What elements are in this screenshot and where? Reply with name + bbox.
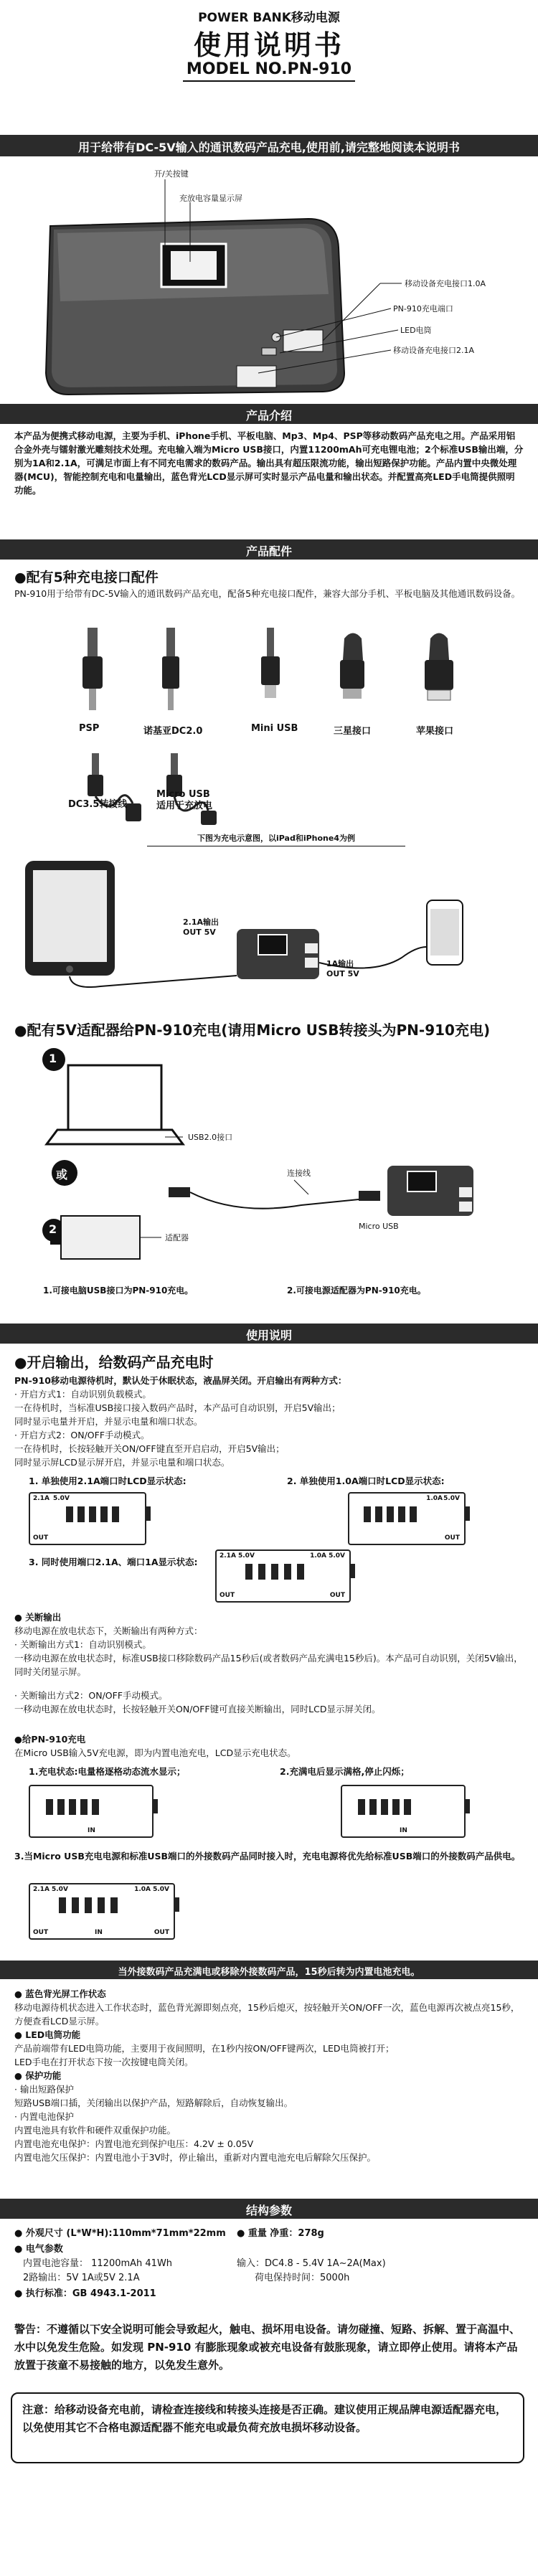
lcd-out-label: OUT [154,1929,169,1936]
power-switch-label: 开/关按键 [154,169,189,179]
usage-bar [0,1324,538,1344]
lcd-out-label: OUT [33,1534,49,1542]
warning-text: 警告：不遵循以下安全说明可能会导致起火，触电、损坏用电设备。请勿碰撞、短路、拆解、置于高温中、水中以免发生危险。如发现 PN-910 有膨胀现象或被充电设备有鼓胀现象，请立即停止使用。请将本产品放置于孩童不易接触的地方，以免发生意外。 [14,2323,521,2372]
extra-line: ● 蓝色背光屏工作状态 [14,1988,106,1999]
adapter-illustration [0,1044,538,1280]
extra-line: ● LED电筒功能 [14,2029,81,2040]
notice-box [11,2392,524,2463]
micro-usb-label: Micro USB [359,1222,399,1231]
extra-line: 短路USB端口插，关闭输出以保护产品，短路解除后，自动恢复输出。 [14,2098,293,2108]
lcd-out-label: OUT [444,1534,460,1542]
powerbank-small-icon [237,929,319,979]
mini-usb-icon [261,628,280,698]
lcd-single-10 [348,1492,466,1545]
accessories-bar [0,539,538,560]
lcd-50-label: 5.0V [153,1886,169,1893]
accessories-body: PN-910用于给带有DC-5V输入的通讯数码产品充电，配备5种充电接口配件，兼容大部分手机、平板电脑及其他通讯数码设备。 [14,588,521,599]
cable-icons [0,750,538,829]
connector-row-2 [0,750,538,829]
usage-line: 一在待机时，当标准USB接口接入数码产品时，本产品可自动识别，开启5V输出； [14,1402,341,1413]
led-label: LED电筒 [400,326,432,335]
lcd-21-label: 2.1A [33,1495,49,1502]
charging-diagram-caption: 下图为充电示意图，以iPad和iPhone4为例 [147,832,405,846]
lcd-label: 充放电容量显示屏 [179,194,242,203]
charging-diagram [0,850,538,994]
laptop-icon [47,1065,183,1144]
usage-title: 使用说明 [245,1329,292,1342]
lcd-21-label: 2.1A [33,1886,49,1893]
single-10-label: 2. 单独使用1.0A端口时LCD显示状态: [287,1476,445,1486]
extra-line: 移动电源待机状态进入工作状态时，蓝色背光源即刻点亮，15秒后熄灭，按轻触开关ON/OFF一次，蓝色电源再次被点亮15秒，方便查看LCD显示屏。 [14,2002,520,2027]
lcd-10-label: 1.0A [134,1886,151,1893]
phone-icon [427,900,463,965]
lcd-in-label: IN [88,1827,95,1834]
spec-cycles: 荷电保持时间：5000h [255,2273,350,2283]
spec-output: 2路输出：5V 1A或5V 2.1A [23,2273,140,2283]
usage-line: · 开启方式2：ON/OFF手动模式。 [14,1430,150,1440]
subtitle-bar [0,135,538,156]
single-21-label: 1. 单独使用2.1A端口时LCD显示状态: [29,1476,187,1486]
usage-lines [14,1374,524,1469]
accessory-dc35: DC3.5转接线 [68,799,128,810]
extra-line: · 输出短路保护 [14,2084,74,2095]
model-number: MODEL NO.PN-910 [186,60,352,78]
usb-port-label: USB2.0接口 [188,1133,233,1142]
connector-row-1 [0,624,538,725]
dc35-cable-icon [88,753,141,821]
note-bar [0,1961,538,1979]
note-bar-text: 当外接数码产品充满电或移除外接数码产品，15秒后转为内置电池充电。 [118,1967,420,1978]
accessory-nokia: 诺基亚DC2.0 [143,726,203,737]
off-line: · 关断输出方式1：自动识别模式。 [14,1639,151,1650]
usage-line: 一在待机时，长按轻触开关ON/OFF键直至开启启动，开启5V输出； [14,1443,285,1454]
lcd-50-label: 5.0V [329,1552,345,1560]
lcd-out-label: OUT [329,1592,345,1599]
output-10-label: 1A输出 OUT 5V [326,959,359,978]
intro-bar [0,404,538,424]
step-number-1: 1 [49,1052,57,1065]
specs-title: 结构参数 [245,2204,292,2217]
lcd-out-label: OUT [220,1592,235,1599]
lcd-full [341,1785,466,1838]
usage-line: 同时显示电量并开启，并显示电量和端口状态。 [14,1416,203,1427]
extra-line: LED手电在打开状态下按一次按键电筒关闭。 [14,2057,194,2067]
accessory-samsung: 三星接口 [334,726,372,737]
extra-line: 内置电池充电保护：内置电池充到保护电压：4.2V ± 0.05V [14,2138,254,2149]
powerbank-adapter-icon [387,1166,473,1216]
charge-heading: ●给PN-910充电 [14,1734,86,1745]
adapter-heading: ●配有5V适配器给PN-910充电(请用Micro USB转接头为PN-910充电) [14,1022,491,1039]
lcd-21-label: 2.1A [220,1552,236,1560]
spec-size: ● 外观尺寸 (L*W*H):110mm*71mm*22mm [14,2228,226,2239]
intro-body: 本产品为便携式移动电源，主要为手机、iPhone手机、平板电脑、Mp3、Mp4、PSP等移动数码产品充电之用。产品采用铝合金外壳与镭射激光雕刻技术处理。充电输入端为Micro USB接口，内置11200mAh可充电锂电池；2个标准USB输出端，分别为1A和2.1A，可满足市面上有不同充电需求的数码产品。输出具有超压限流功能，输出短路保护功能。产品内置中央微处理器(MCU)，智能控制充电和电量输出，蓝色背光LCD显示屏可实时显示产品电量和输出状态。并配置高亮LED手电筒提供照明功能。 [14,430,524,496]
cable-label: 连接线 [287,1169,311,1178]
adapter-diagram [0,1044,538,1280]
mobile-port2-label: 移动设备充电接口2.1A [393,346,475,355]
lcd-in-label: IN [400,1827,407,1834]
intro-title: 产品介绍 [245,409,292,423]
tablet-icon [25,861,115,976]
extra-line: 内置电池具有软件和硬件双重保护功能。 [14,2125,176,2136]
brand: POWER BANK移动电源 [198,11,340,25]
simultaneous-note: 3.当Micro USB充电电源和标准USB端口的外接数码产品同时接入时，充电电源将优先给标准USB端口的外接数码产品供电。 [14,1851,521,1862]
notice-text: 注意：给移动设备充电前，请检查连接线和转接头连接是否正确。建议使用正规品牌电源适配器充电，以免使用其它不合格电源适配器不能充电或最负荷充放电损坏移动设备。 [22,2403,507,2434]
off-line: 移动电源在放电状态下，关断输出有两种方式： [14,1626,203,1636]
extra-line: · 内置电池保护 [14,2111,74,2122]
off-line: 一移动电源在放电状态时，标准USB接口移除数码产品15秒后(或者数码产品充满电15秒后)。本产品可自动识别，关闭5V输出，同时关闭显示屏。 [14,1653,523,1677]
adapter-label: 适配器 [165,1233,189,1242]
usage-line: PN-910移动电源待机时，默认处于休眠状态，液晶屏关闭。开启输出有两种方式： [14,1375,347,1386]
psp-connector-icon [82,628,103,710]
accessory-micro-usb: Micro USB 适用于充放电 [156,789,213,811]
connector-icons [0,624,538,725]
lcd-10-label: 1.0A [426,1495,443,1502]
spec-input: 输入：DC4.8 - 5.4V 1A~2A(Max) [237,2258,386,2269]
accessory-apple: 苹果接口 [416,726,454,737]
extra-line: 产品前端带有LED电筒功能，主要用于夜间照明，在1秒内按ON/OFF键两次，LED电筒被打开； [14,2043,395,2054]
charge-line: 在Micro USB输入5V充电源，即为内置电池充电，LCD显示充电状态。 [14,1747,296,1758]
off-line: 一移动电源在放电状态时，长按轻触开关ON/OFF键可直接关断输出，同时LCD显示屏关闭。 [14,1704,381,1714]
full-label: 2.充满电后显示满格,停止闪烁； [280,1766,410,1777]
lcd-50-label: 5.0V [443,1495,460,1502]
extra-line: ● 保护功能 [14,2070,62,2081]
samsung-connector-icon [340,633,364,699]
step-number-2: 2 [49,1222,57,1236]
lcd-simultaneous [29,1883,175,1940]
extra-line: 内置电池欠压保护：内置电池小于3V时，停止输出，重新对内置电池充电后解除欠压保护。 [14,2152,377,2163]
product-diagram [0,158,538,402]
off-heading: ● 关断输出 [14,1612,62,1623]
lcd-in-label: IN [95,1929,103,1936]
charging-label: 1.充电状态:电量格逐格动态流水显示； [29,1766,186,1777]
usage-heading: ●开启输出，给数码产品充电时 [14,1354,214,1371]
or-label: 或 [56,1168,68,1181]
usage-line: · 开启方式1：自动识别负载模式。 [14,1389,151,1400]
lcd-50-label: 5.0V [238,1552,255,1560]
off-line: · 关断输出方式2：ON/OFF手动模式。 [14,1690,168,1701]
lcd-10-label: 1.0A [310,1552,326,1560]
charge-section [14,1732,524,1760]
accessories-title: 产品配件 [245,544,292,558]
nokia-connector-icon [162,628,179,710]
charge-port-label: PN-910充电端口 [393,304,453,313]
lcd-50-label: 5.0V [52,1886,68,1893]
lcd-both-ports [215,1549,351,1603]
spec-standard: ● 执行标准：GB 4943.1-2011 [14,2288,156,2299]
ipad-iphone-illustration [0,850,538,994]
spec-capacity: 内置电池容量： 11200mAh 41Wh [23,2258,173,2269]
lcd-charging [29,1785,154,1838]
adapter-step-1: 1.可接电脑USB接口为PN-910充电。 [43,1285,194,1296]
specs-bar [0,2199,538,2219]
mobile-port-label: 移动设备充电接口1.0A [405,279,486,288]
lcd-out-label: OUT [33,1929,49,1936]
both-ports-label: 3. 同时使用端口2.1A、端口1A显示状态: [29,1557,198,1567]
off-section [14,1610,524,1716]
accessory-psp: PSP [79,723,100,734]
accessories-heading: ●配有5种充电接口配件 [14,570,159,585]
spec-weight: ● 重量 净重：278g [237,2228,324,2239]
page-title: 使用说明书 [193,29,344,61]
subtitle: 用于给带有DC-5V输入的通讯数码产品充电,使用前,请完整地阅读本说明书 [78,141,460,154]
usage-line: 同时显示屏LCD显示屏开启，并显示电量和端口状态。 [14,1457,230,1468]
output-21-label: 2.1A输出 OUT 5V [183,917,219,937]
extra-section [14,1987,524,2164]
accessory-mini-usb: Mini USB [251,723,298,734]
adapter-icon [50,1216,140,1259]
apple-connector-icon [425,633,453,701]
lcd-50-label: 5.0V [53,1495,70,1502]
model-underline [183,80,355,82]
lcd-single-21 [29,1492,146,1545]
spec-electrical: ● 电气参数 [14,2244,63,2255]
adapter-step-2: 2.可接电源适配器为PN-910充电。 [287,1285,426,1296]
